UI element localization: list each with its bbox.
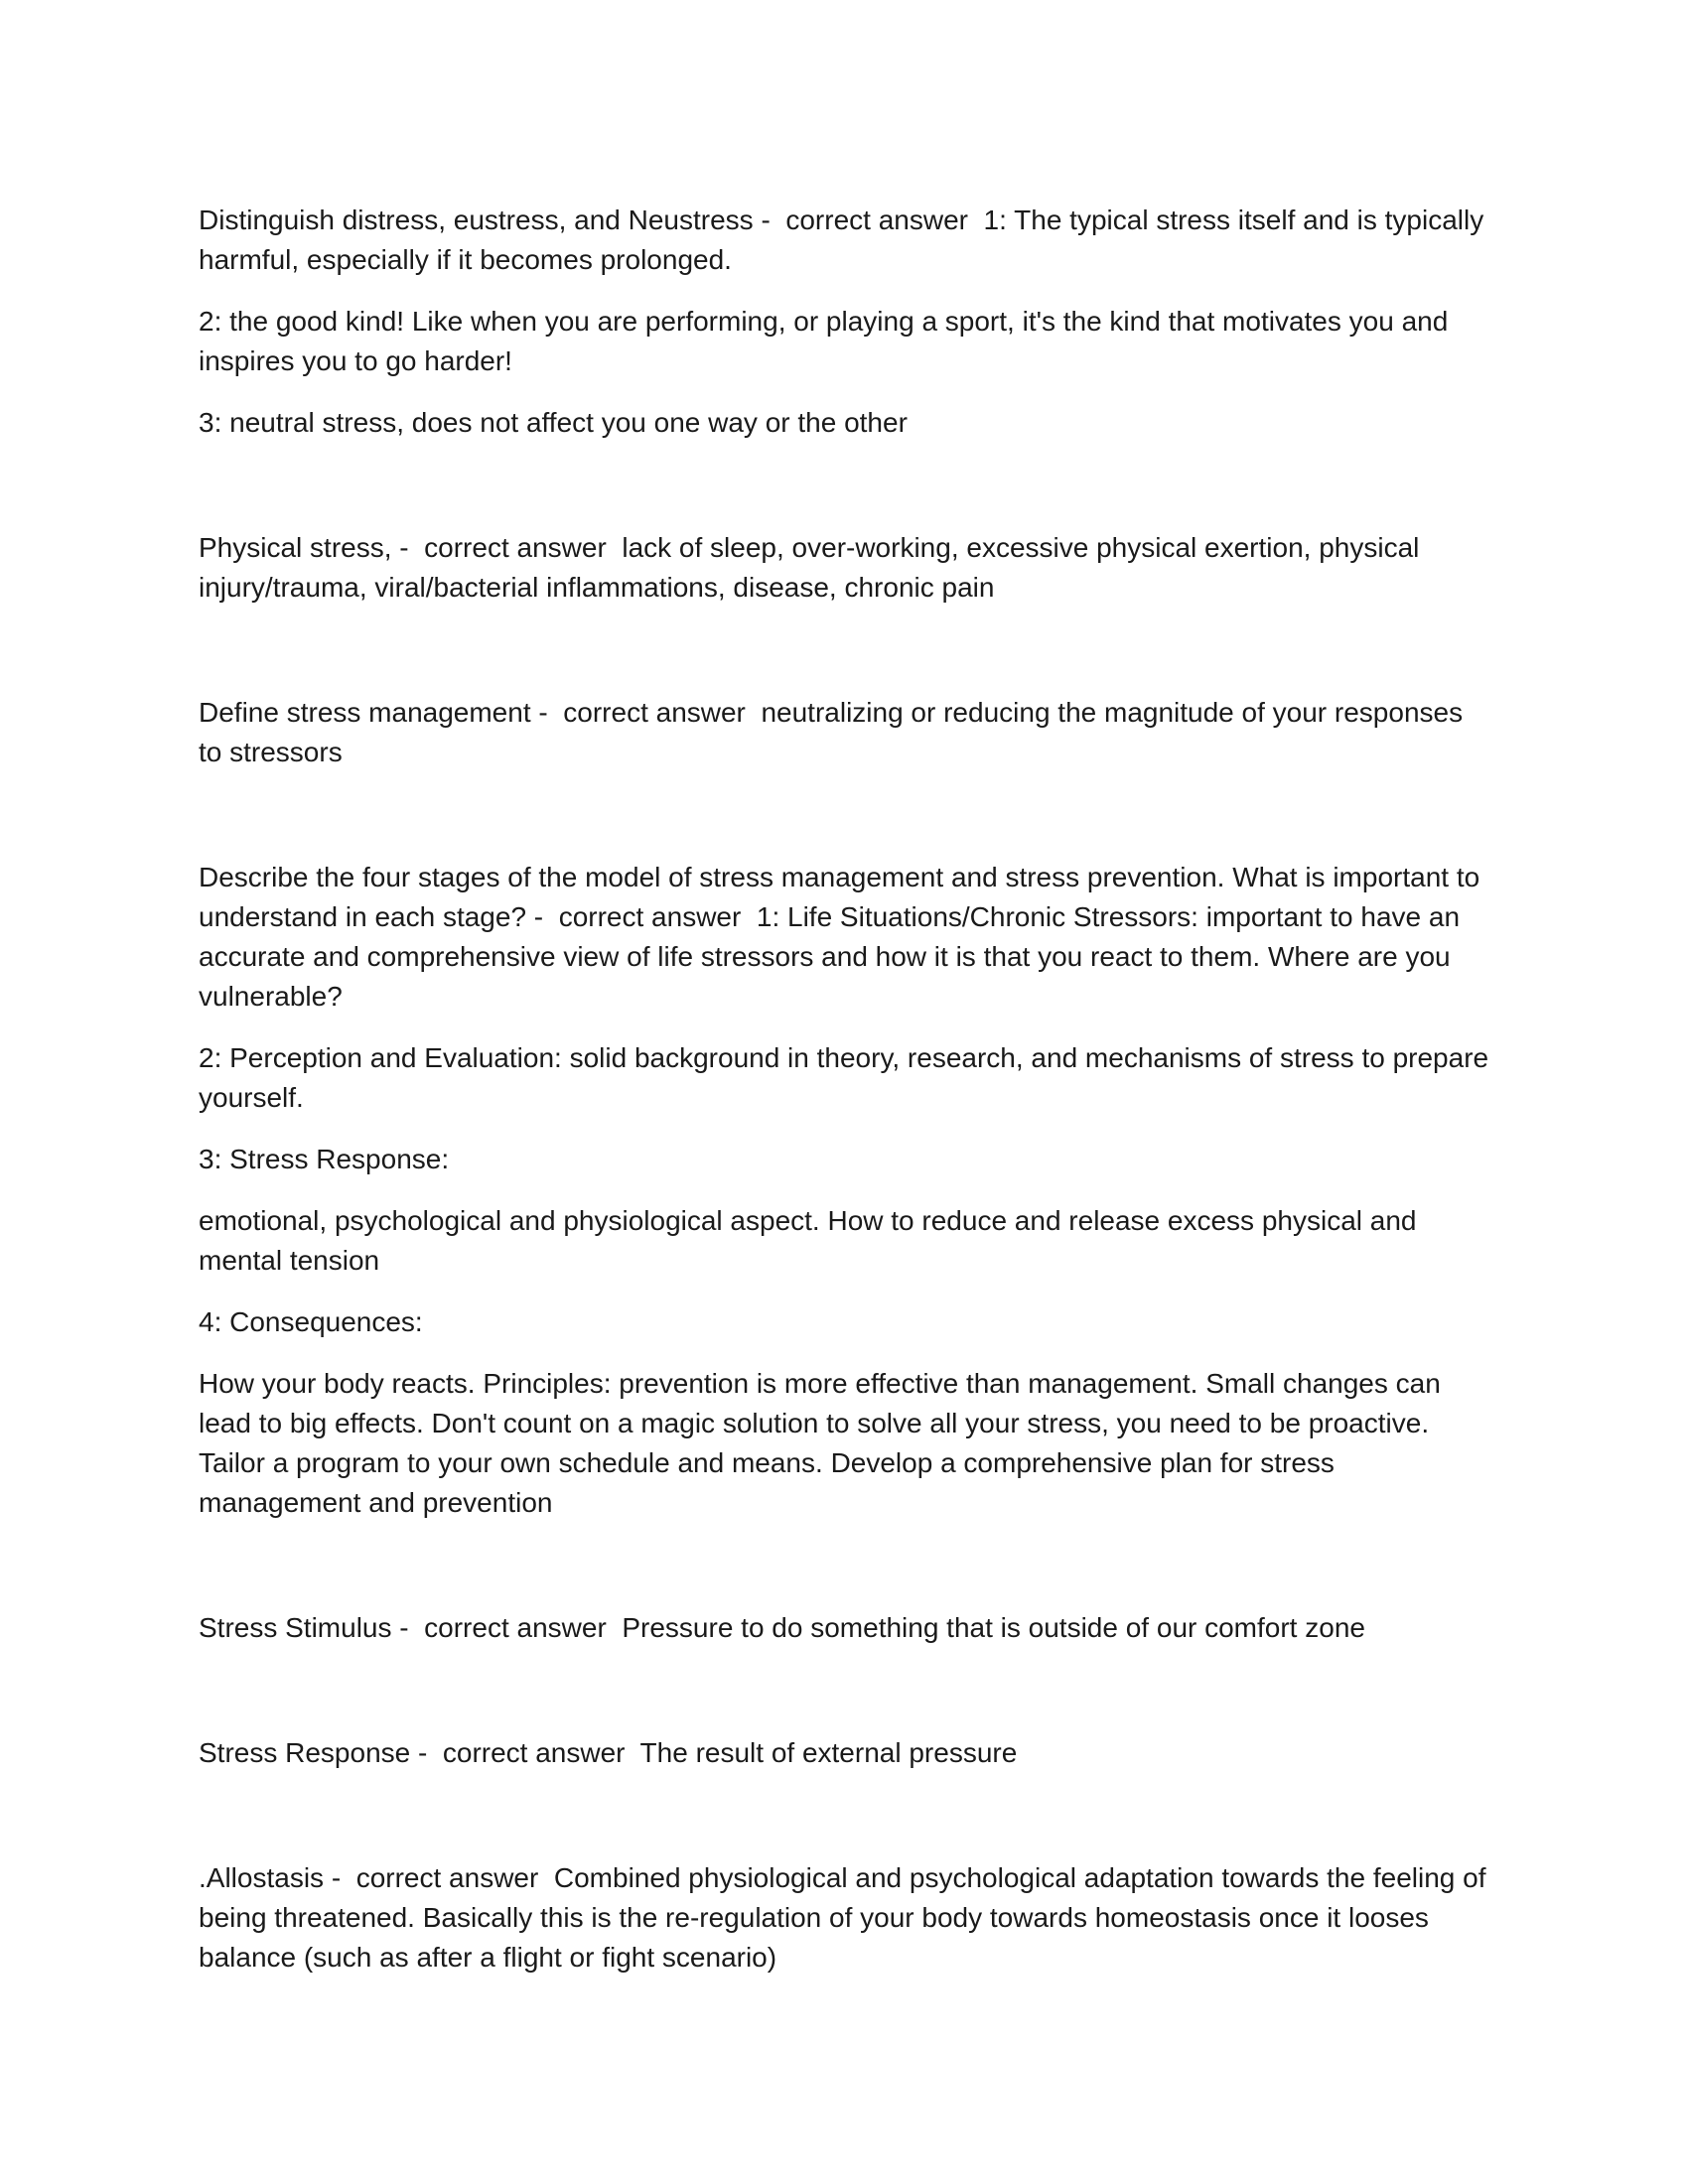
qa-first-paragraph [199,1608,1489,1648]
document-body [199,201,1489,1978]
qa-item [199,1858,1489,1978]
question-text: Describe the four stages of the model of stress management and stress prevention. What is important to understand in each stage? [199,862,1480,932]
answer-text: Pressure to do something that is outside of our comfort zone [622,1612,1365,1643]
correct-answer-label: - correct answer [391,532,623,563]
answer-text: The result of external pressure [639,1737,1018,1768]
qa-first-paragraph [199,858,1489,1017]
answer-text: 1: Life Situations/Chronic Stressors: important to have an accurate and comprehensive view of life stressors and how it is that you react to them. Where are you vulnerable? [199,901,1461,1012]
answer-paragraph: emotional, psychological and physiological aspect. How to reduce and release excess physical and mental tension [199,1205,1417,1276]
correct-answer-label: - correct answer [324,1862,554,1893]
question-text: Physical stress, [199,532,392,563]
qa-first-paragraph [199,528,1489,608]
question-text: Distinguish distress, eustress, and Neustress [199,205,754,235]
qa-item [199,858,1489,1523]
answer-paragraph: 3: neutral stress, does not affect you one way or the other [199,407,908,438]
correct-answer-label: - correct answer [391,1612,623,1643]
answer-paragraph: How your body reacts. Principles: prevention is more effective than management. Small changes can lead to big effects. Don't count on a magic solution to solve all your stress, you need to be proactive. Tailor a program to your own schedule and means. Develop a comprehensive plan for stress management and prevention [199,1368,1441,1518]
answer-text: lack of sleep, over-working, excessive physical exertion, physical injury/trauma, viral/bacterial inflammations, disease, chronic pain [199,532,1420,603]
qa-item [199,201,1489,443]
answer-text: Combined physiological and psychological adaptation towards the feeling of being threatened. Basically this is the re-regulation of your body towards homeostasis once it looses balance (such as after a flight or fight scenario) [199,1862,1486,1973]
qa-first-paragraph [199,693,1489,772]
correct-answer-label: - correct answer [753,205,984,235]
answer-paragraph: 4: Consequences: [199,1306,423,1337]
qa-first-paragraph [199,1733,1489,1773]
answer-paragraph: 2: the good kind! Like when you are performing, or playing a sport, it's the kind that motivates you and inspires you to go harder! [199,306,1449,376]
qa-item [199,528,1489,608]
qa-first-paragraph [199,201,1489,280]
answer-paragraph: 3: Stress Response: [199,1144,450,1174]
answer-text: neutralizing or reducing the magnitude of your responses to stressors [199,697,1464,767]
qa-item [199,1733,1489,1773]
question-text: .Allostasis [199,1862,325,1893]
qa-item [199,693,1489,772]
qa-item [199,1608,1489,1648]
correct-answer-label: - correct answer [526,901,757,932]
qa-first-paragraph [199,1858,1489,1978]
question-text: Define stress management [199,697,531,728]
question-text: Stress Stimulus [199,1612,392,1643]
correct-answer-label: - correct answer [530,697,762,728]
answer-text: 1: The typical stress itself and is typically harmful, especially if it becomes prolonged. [199,205,1484,275]
question-text: Stress Response [199,1737,411,1768]
correct-answer-label: - correct answer [410,1737,640,1768]
answer-paragraph: 2: Perception and Evaluation: solid background in theory, research, and mechanisms of stress to prepare yourself. [199,1042,1489,1113]
